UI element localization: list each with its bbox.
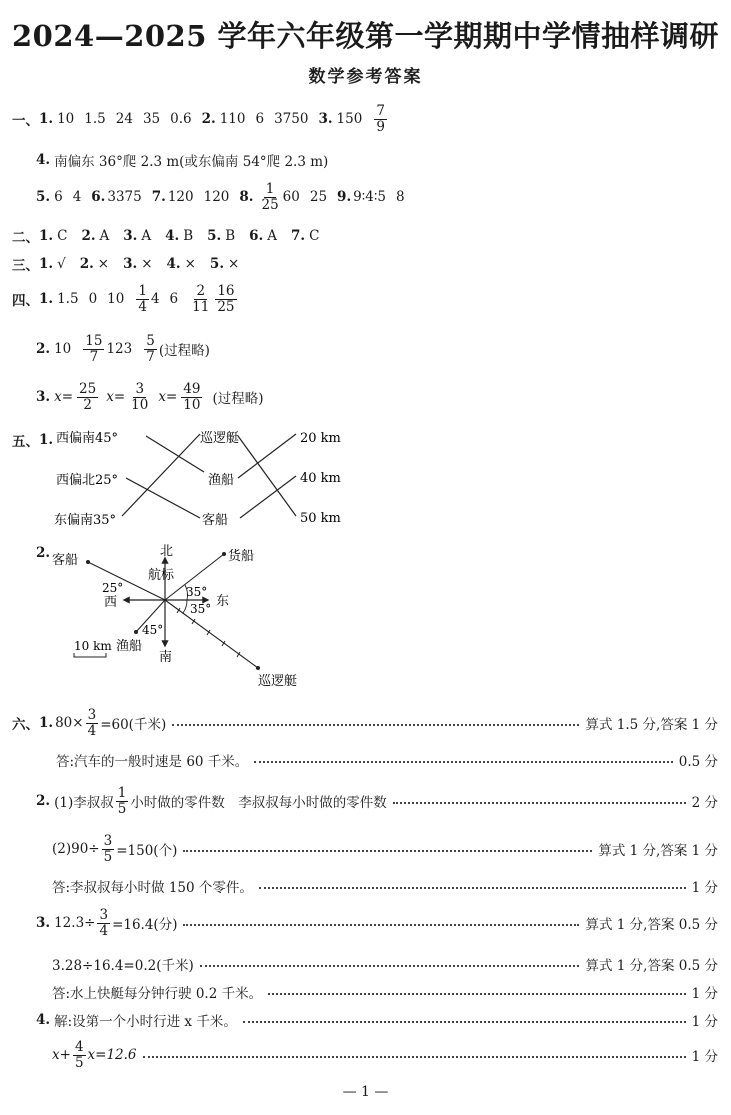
q-num: 3. bbox=[123, 256, 138, 272]
page-number: — 1 — bbox=[342, 1084, 389, 1100]
angle-label: 25° bbox=[102, 581, 124, 595]
page-subtitle: 数学参考答案 bbox=[308, 67, 423, 87]
s4-line2 bbox=[36, 334, 220, 365]
q-num: 2. bbox=[36, 341, 51, 358]
s4-line1 bbox=[12, 284, 239, 315]
right-item: 40 km bbox=[300, 471, 341, 486]
leader-dots bbox=[183, 850, 592, 852]
text: 解:设第一个小时行进 x 千米。 bbox=[54, 1014, 237, 1030]
answer: 6 bbox=[169, 291, 179, 308]
answer: 110 bbox=[219, 111, 246, 128]
answer: 3750 bbox=[274, 111, 309, 128]
mid-item: 巡逻艇 bbox=[200, 431, 240, 446]
q-num: 6. bbox=[91, 189, 106, 206]
score: 1 分 bbox=[691, 880, 718, 896]
fraction: $\frac{4}{5}$ bbox=[74, 1039, 84, 1071]
s1-line2 bbox=[36, 150, 338, 170]
s4-line3 bbox=[36, 382, 274, 413]
q-num: 5. bbox=[209, 256, 225, 272]
formula: =150(个) bbox=[116, 843, 178, 860]
east-label: 东 bbox=[216, 594, 230, 609]
formula: 80× bbox=[55, 715, 84, 732]
score: 2 分 bbox=[691, 795, 718, 812]
answer: 4 bbox=[72, 189, 82, 206]
answer: 6 bbox=[54, 189, 63, 206]
s1-line3 bbox=[36, 182, 415, 213]
answer: × bbox=[228, 256, 240, 272]
answer: A bbox=[267, 228, 277, 244]
s1-line1 bbox=[12, 104, 389, 135]
fraction: $\frac{49}{10}$ bbox=[183, 381, 201, 413]
text: 小时做的零件数 李叔叔每小时做的零件数 bbox=[130, 795, 387, 812]
s2-line bbox=[12, 226, 333, 246]
west-label: 西 bbox=[104, 595, 118, 610]
score: 0.5 分 bbox=[678, 754, 718, 770]
formula: x+ bbox=[52, 1047, 71, 1064]
compass-diagram bbox=[40, 540, 320, 690]
match-line bbox=[238, 436, 296, 516]
center-label: 航标 bbox=[148, 568, 175, 583]
fraction: $\frac{3}{10}$ bbox=[131, 381, 149, 413]
mid-item: 渔船 bbox=[208, 473, 235, 488]
score: 1 分 bbox=[691, 986, 718, 1002]
section-label: 四、 bbox=[12, 293, 39, 310]
answer: 35 bbox=[142, 111, 161, 128]
answer: 9∶4∶5 bbox=[353, 189, 386, 206]
q-num: 4. bbox=[165, 228, 180, 244]
answer: 10 bbox=[107, 291, 125, 308]
answer: C bbox=[57, 228, 68, 244]
s6-q2-p2 bbox=[52, 834, 718, 865]
leader-dots bbox=[183, 924, 579, 926]
q-num: 2. bbox=[201, 111, 216, 128]
var-x: x bbox=[158, 389, 166, 406]
answer: √ bbox=[57, 256, 66, 272]
angle-label: 35° bbox=[190, 602, 212, 616]
fishing-label: 渔船 bbox=[116, 639, 143, 654]
score: 1 分 bbox=[691, 1014, 718, 1030]
score: 算式 1.5 分,答案 1 分 bbox=[585, 717, 718, 734]
match-line bbox=[126, 478, 200, 518]
fraction: $\frac{3}{4}$ bbox=[99, 907, 109, 939]
q-num: 1. bbox=[39, 256, 54, 272]
answer: 150 bbox=[336, 111, 363, 128]
s6-q3-l2 bbox=[52, 954, 718, 974]
q-num: 9. bbox=[337, 189, 352, 206]
answer: 答:李叔叔每小时做 150 个零件。 bbox=[52, 880, 253, 896]
q-num: 3. bbox=[123, 228, 138, 244]
q-num: 4. bbox=[166, 256, 181, 272]
section-label: 三、 bbox=[12, 258, 39, 274]
s6-q3-ans bbox=[52, 982, 718, 1002]
score: 算式 1 分,答案 1 分 bbox=[598, 843, 718, 860]
note: (过程略) bbox=[212, 391, 264, 408]
answer: × bbox=[97, 256, 110, 272]
leader-dots bbox=[243, 1021, 686, 1023]
fraction: $\frac{1}{5}$ bbox=[117, 785, 127, 817]
fraction: $\frac{3}{5}$ bbox=[103, 833, 113, 865]
passenger-label: 客船 bbox=[52, 553, 79, 568]
angle-arc bbox=[183, 600, 187, 613]
answer: 120 bbox=[167, 189, 194, 206]
page-title: 2024—2025 学年六年级第一学期期中学情抽样调研 bbox=[11, 19, 720, 53]
patrol-point bbox=[256, 666, 260, 670]
fraction: $\frac{25}{2}$ bbox=[79, 381, 97, 413]
q-num: 5. bbox=[36, 189, 51, 206]
match-line bbox=[122, 434, 200, 516]
formula: =60(千米) bbox=[100, 717, 167, 734]
answer: × bbox=[141, 256, 153, 272]
south-label: 南 bbox=[159, 650, 173, 665]
s6-q2-ans bbox=[52, 876, 718, 896]
q-num: 8. bbox=[239, 189, 254, 206]
right-item: 20 km bbox=[300, 431, 341, 446]
left-item: 西偏南45° bbox=[56, 431, 119, 446]
fraction: $\frac{1}{25}$ bbox=[261, 181, 279, 213]
q-num: 2. bbox=[79, 256, 94, 272]
section-label: 五、 bbox=[12, 434, 39, 450]
s6-q4-l2 bbox=[52, 1040, 718, 1071]
scale-label: 10 km bbox=[74, 639, 112, 653]
score: 1 分 bbox=[691, 1049, 718, 1066]
fraction: $\frac{5}{7}$ bbox=[146, 333, 155, 365]
leader-dots bbox=[143, 1056, 686, 1058]
q-num: 5. bbox=[207, 228, 222, 244]
q-num: 3. bbox=[36, 915, 51, 932]
q-num: 1. bbox=[39, 291, 54, 308]
answer: 6 bbox=[255, 111, 265, 128]
matching-diagram bbox=[40, 420, 380, 535]
answer: 1.5 bbox=[84, 111, 106, 128]
answer: 3375 bbox=[107, 189, 142, 206]
fraction: $\frac{3}{4}$ bbox=[87, 707, 97, 739]
cargo-point bbox=[222, 552, 226, 556]
formula: =16.4(分) bbox=[112, 917, 178, 934]
angle-label: 45° bbox=[142, 623, 164, 637]
scale-bar bbox=[74, 653, 106, 657]
s6-q1-line bbox=[12, 708, 718, 739]
equals: = bbox=[113, 389, 126, 406]
fraction: $\frac{1}{4}$ bbox=[138, 283, 147, 315]
answer: 0.6 bbox=[170, 111, 192, 128]
fishing-point bbox=[134, 630, 138, 634]
note: (过程略) bbox=[158, 343, 210, 360]
q-num: 2. bbox=[36, 545, 51, 561]
q-num: 2. bbox=[36, 793, 51, 810]
left-item: 西偏北25° bbox=[56, 473, 119, 488]
fraction: $\frac{15}{7}$ bbox=[85, 333, 103, 365]
fraction: $\frac{16}{25}$ bbox=[217, 283, 235, 315]
answer: 答:汽车的一般时速是 60 千米。 bbox=[56, 754, 249, 770]
answer: 答:水上快艇每分钟行驶 0.2 千米。 bbox=[52, 986, 263, 1002]
fraction: $\frac{2}{11}$ bbox=[192, 283, 210, 315]
match-line bbox=[240, 476, 296, 518]
q-num: 1. bbox=[39, 228, 54, 244]
answer: A bbox=[141, 228, 152, 244]
q-num: 4. bbox=[36, 152, 51, 168]
answer: C bbox=[309, 228, 320, 244]
formula: 3.28÷16.4=0.2(千米) bbox=[52, 958, 194, 974]
q-num: 7. bbox=[151, 189, 166, 206]
answer: 25 bbox=[309, 189, 328, 206]
answer: 南偏东 36°爬 2.3 m(或东偏南 54°爬 2.3 m) bbox=[54, 154, 329, 170]
leader-dots bbox=[172, 724, 579, 726]
leader-dots bbox=[254, 761, 672, 763]
q-num: 3. bbox=[318, 111, 333, 128]
answer: A bbox=[99, 228, 110, 244]
answer: 10 bbox=[54, 341, 72, 358]
q-num: 3. bbox=[36, 389, 51, 406]
answer: 60 bbox=[282, 189, 300, 206]
text: (1)李叔叔 bbox=[54, 795, 114, 812]
answer: 0 bbox=[88, 291, 98, 308]
s6-q4-l1 bbox=[36, 1010, 718, 1030]
fraction: $\frac{7}{9}$ bbox=[376, 103, 385, 135]
match-line bbox=[238, 434, 296, 478]
match-line bbox=[146, 436, 204, 472]
north-label: 北 bbox=[160, 544, 174, 559]
patrol-label: 巡逻艇 bbox=[258, 674, 298, 689]
q-num: 1. bbox=[39, 715, 54, 732]
formula: x=12.6 bbox=[87, 1047, 137, 1064]
answer: B bbox=[225, 228, 236, 244]
s6-q3-l1 bbox=[36, 908, 718, 939]
left-item: 东偏南35° bbox=[54, 513, 117, 528]
answer: 4 bbox=[150, 291, 160, 308]
leader-dots bbox=[259, 887, 686, 889]
var-x: x bbox=[54, 389, 62, 406]
section-label: 一、 bbox=[12, 113, 39, 130]
answer: 120 bbox=[203, 189, 230, 206]
answer: 123 bbox=[106, 341, 133, 358]
leader-dots bbox=[393, 802, 686, 804]
q-num: 2. bbox=[81, 228, 96, 244]
angle-label: 35° bbox=[186, 585, 208, 599]
s3-line bbox=[12, 254, 253, 274]
passenger-point bbox=[86, 560, 90, 564]
q-num: 6. bbox=[249, 228, 264, 244]
s6-q2-p1 bbox=[36, 786, 718, 817]
equals: = bbox=[165, 389, 178, 406]
q-num: 1. bbox=[39, 111, 54, 128]
section-label: 六、 bbox=[12, 717, 39, 734]
equals: = bbox=[61, 389, 74, 406]
q-num: 7. bbox=[291, 228, 306, 244]
answer: × bbox=[184, 256, 196, 272]
score: 算式 1 分,答案 0.5 分 bbox=[585, 917, 718, 934]
q-num: 1. bbox=[39, 432, 54, 448]
score: 算式 1 分,答案 0.5 分 bbox=[585, 958, 718, 974]
mid-item: 客船 bbox=[202, 513, 229, 528]
answer: B bbox=[183, 228, 194, 244]
formula: (2)90÷ bbox=[52, 841, 100, 858]
var-x: x bbox=[106, 389, 114, 406]
leader-dots bbox=[200, 965, 580, 967]
answer: 8 bbox=[395, 189, 405, 206]
cargo-label: 货船 bbox=[228, 549, 255, 564]
s6-q1-ans bbox=[56, 750, 718, 770]
right-item: 50 km bbox=[300, 511, 341, 526]
q-num: 4. bbox=[36, 1012, 51, 1028]
answer: 10 bbox=[57, 111, 75, 128]
answer: 1.5 bbox=[57, 291, 79, 308]
formula: 12.3÷ bbox=[54, 915, 96, 932]
leader-dots bbox=[268, 993, 686, 995]
answer: 24 bbox=[115, 111, 133, 128]
section-label: 二、 bbox=[12, 230, 39, 246]
